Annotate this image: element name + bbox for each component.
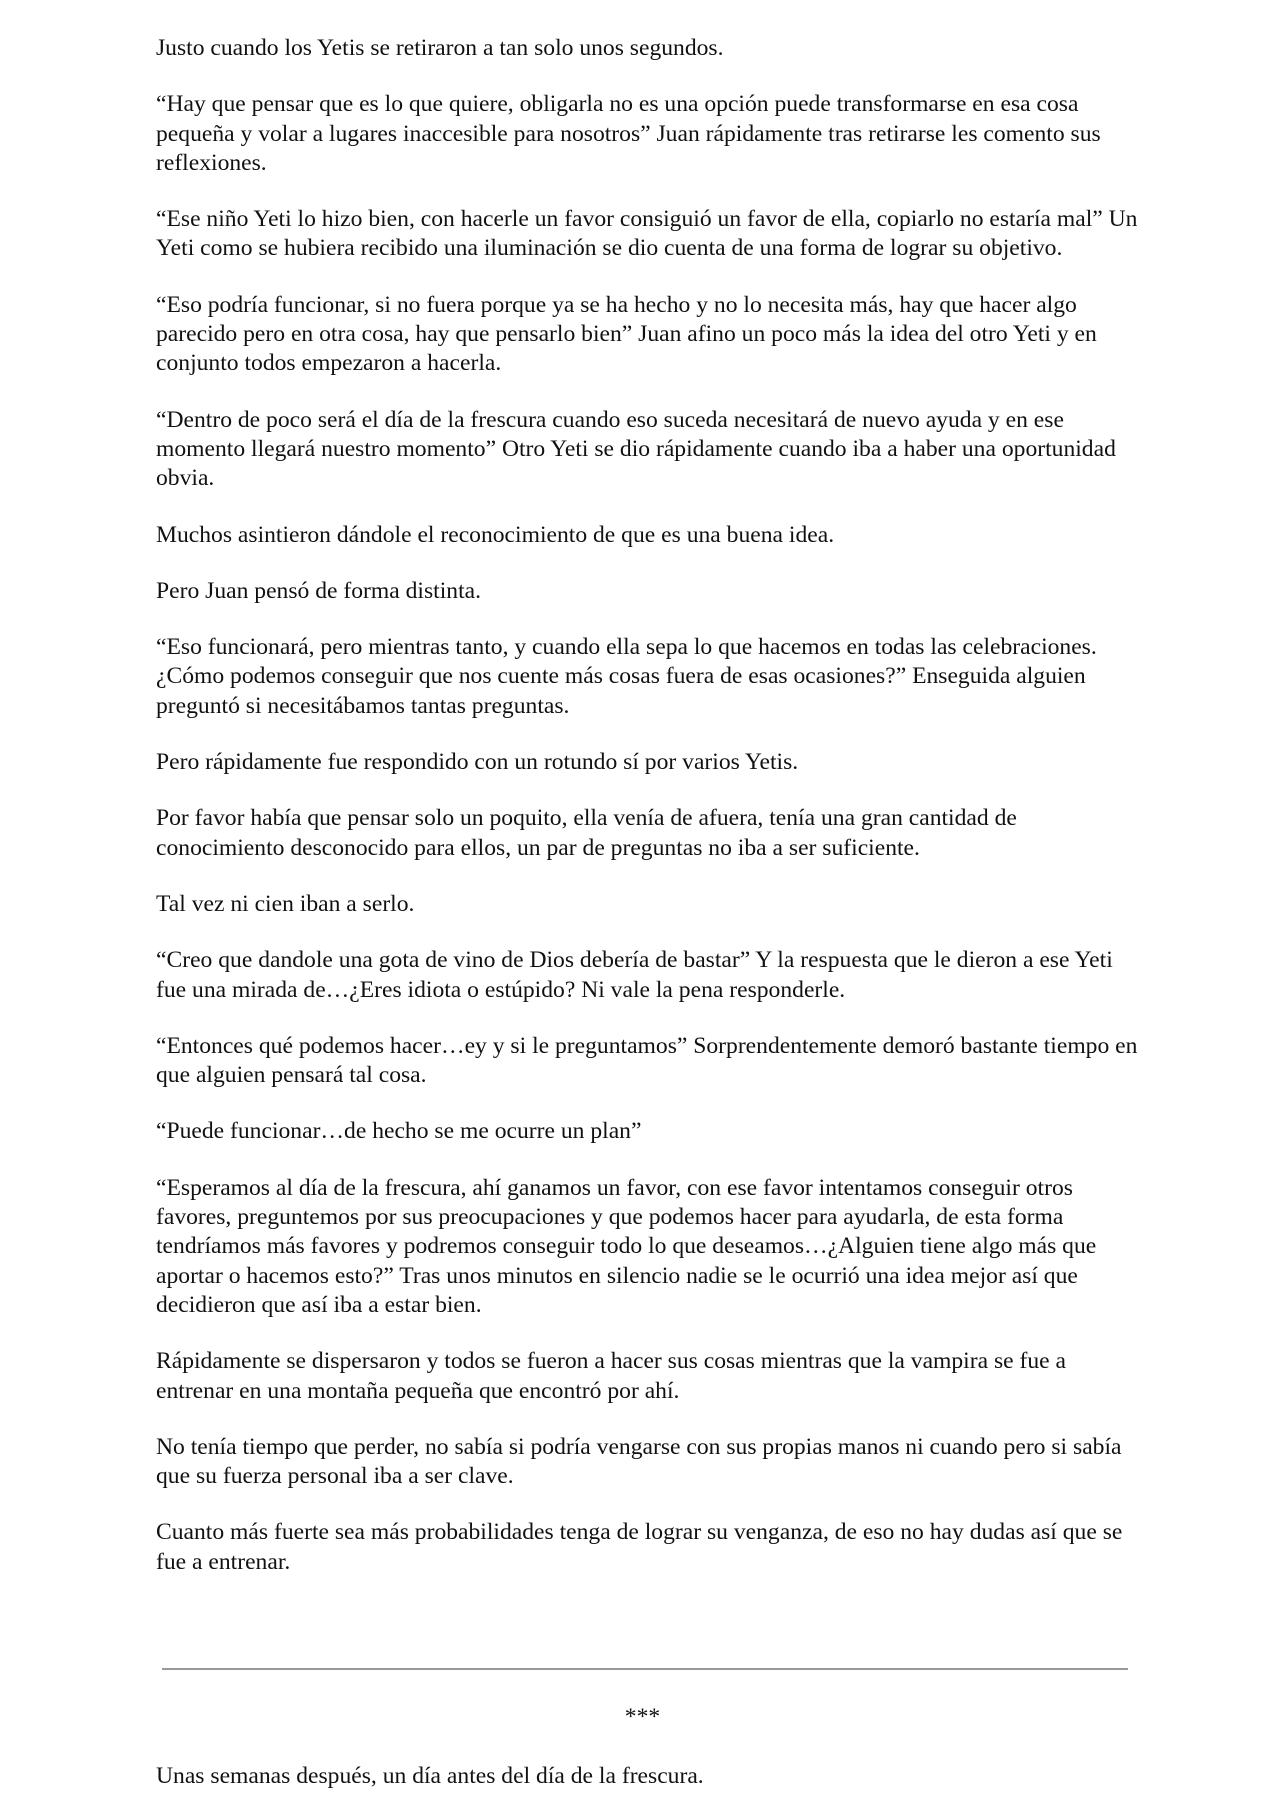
paragraph: Pero Juan pensó de forma distinta. (156, 577, 482, 604)
paragraph: “Ese niño Yeti lo hizo bien, con hacerle un favor consiguió un favor de ella, copiarlo no estaría mal” Un Yeti como se hubiera recibido una iluminación se dio cuenta de una forma de lograr su objetivo. (156, 206, 1138, 262)
horizontal-rule (162, 1668, 1128, 1670)
paragraph: Por favor había que pensar solo un poquito, ella venía de afuera, tenía una gran cantidad de conocimiento desconocido para ellos, un par de preguntas no iba a ser suficiente. (156, 805, 1017, 861)
document-body (156, 34, 1140, 1604)
paragraph: Pero rápidamente fue respondido con un rotundo sí por varios Yetis. (156, 749, 799, 776)
paragraph: Unas semanas después, un día antes del día de la frescura. (156, 1763, 704, 1789)
paragraph: “Eso funcionará, pero mientras tanto, y cuando ella sepa lo que hacemos en todas las celebraciones. ¿Cómo podemos conseguir que nos cuente más cosas fuera de esas ocasiones?” Enseguida alguien preguntó si necesitábamos tantas preguntas. (156, 634, 1097, 719)
paragraph: “Hay que pensar que es lo que quiere, obligarla no es una opción puede transformarse en esa cosa pequeña y volar a lugares inaccesible para nosotros” Juan rápidamente tras retirarse les comento sus reflexiones. (156, 91, 1101, 176)
paragraph: “Dentro de poco será el día de la frescura cuando eso suceda necesitará de nuevo ayuda y en ese momento llegará nuestro momento” Otro Yeti se dio rápidamente cuando iba a haber una oportunidad obvia. (156, 406, 1116, 492)
paragraph: Cuanto más fuerte sea más probabilidades tenga de lograr su venganza, de eso no hay dudas así que se fue a entrenar. (156, 1519, 1123, 1575)
paragraph: “Puede funcionar…de hecho se me ocurre un plan” (156, 1118, 642, 1145)
paragraph: “Eso podría funcionar, si no fuera porque ya se ha hecho y no lo necesita más, hay que hacer algo parecido pero en otra cosa, hay que pensarlo bien” Juan afino un poco más la idea del otro Yeti y en conjunto todos empezaron a hacerla. (156, 291, 1097, 377)
paragraph: Rápidamente se dispersaron y todos se fueron a hacer sus cosas mientras que la vampira se fue a entrenar en una montaña pequeña que encontró por ahí. (156, 1348, 1067, 1404)
paragraph: Muchos asintieron dándole el reconocimiento de que es una buena idea. (156, 521, 835, 548)
paragraph: “Creo que dandole una gota de vino de Dios debería de bastar” Y la respuesta que le dieron a ese Yeti fue una mirada de…¿Eres idiota o estúpido? Ni vale la pena responderle. (156, 947, 1113, 1003)
paragraph: No tenía tiempo que perder, no sabía si podría vengarse con sus propias manos ni cuando pero si sabía que su fuerza personal iba a ser clave. (156, 1433, 1122, 1490)
paragraph: Justo cuando los Yetis se retiraron a tan solo unos segundos. (156, 35, 724, 61)
paragraph: “Entonces qué podemos hacer…ey y si le preguntamos” Sorprendentemente demoró bastante tiempo en que alguien pensará tal cosa. (156, 1032, 1138, 1089)
paragraph: “Esperamos al día de la frescura, ahí ganamos un favor, con ese favor intentamos conseguir otros favores, preguntemos por sus preocupaciones y que podemos hacer para ayudarla, de esta forma tendríamos más favores y podremos conseguir todo lo que deseamos…¿Alguien tiene algo más que aportar o hacemos esto?” Tras unos minutos en silencio nadie se le ocurrió una idea mejor así que decidieron que así iba a estar bien. (156, 1174, 1097, 1318)
scene-separator: *** (624, 1704, 661, 1730)
paragraph: Tal vez ni cien iban a serlo. (156, 890, 415, 917)
